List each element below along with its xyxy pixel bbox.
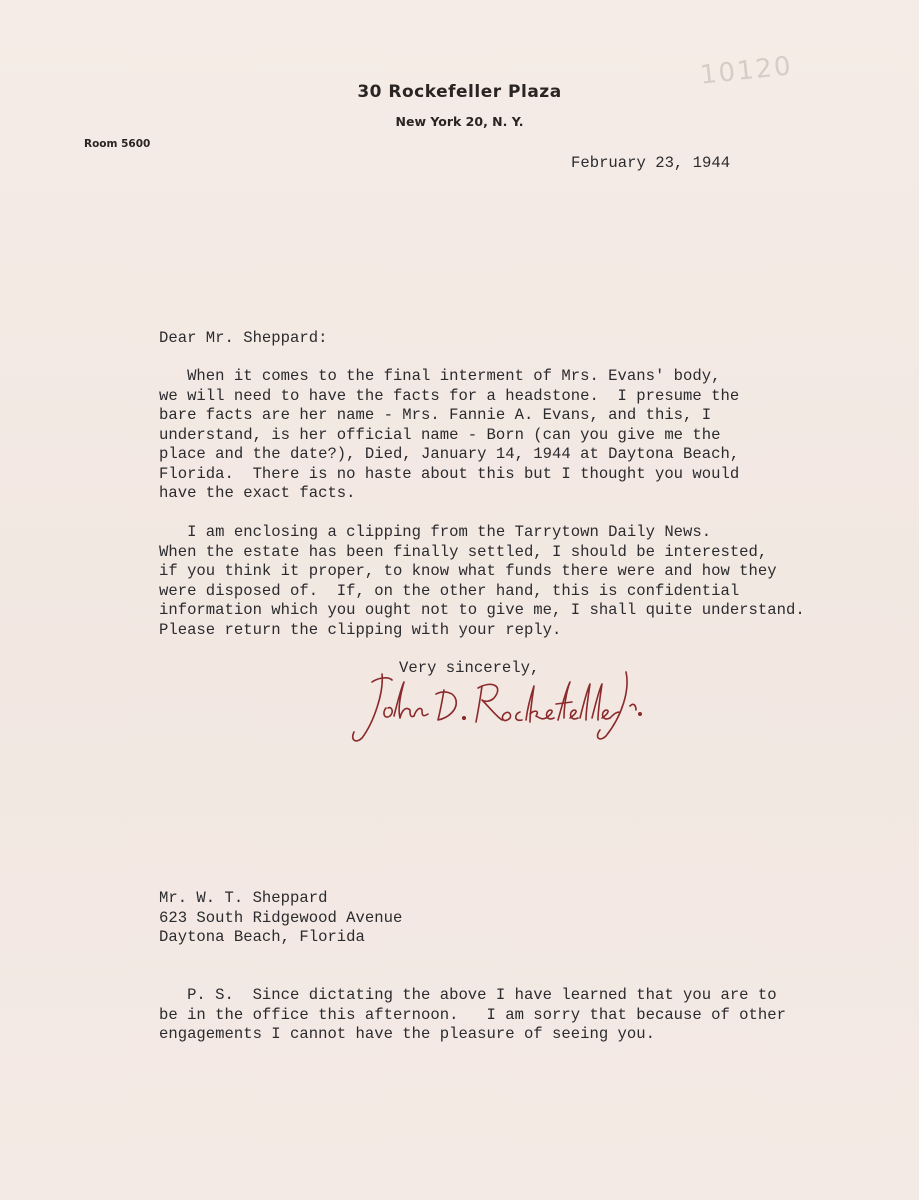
signature	[344, 652, 644, 747]
recipient-city: Daytona Beach, Florida	[159, 928, 365, 946]
postscript	[159, 986, 786, 1045]
paragraph-line: bare facts are her name - Mrs. Fannie A. Evans, and this, I	[159, 406, 712, 424]
postscript-line: P. S. Since dictating the above I have learned that you are to	[159, 986, 777, 1004]
paragraph-line: understand, is her official name - Born (can you give me the	[159, 425, 721, 444]
paragraph-line: I am enclosing a clipping from the Tarrytown Daily News.	[159, 523, 712, 541]
postscript-line: engagements I cannot have the pleasure of seeing you.	[159, 1025, 655, 1043]
recipient-name: Mr. W. T. Sheppard	[159, 889, 328, 907]
room-number: Room 5600	[84, 138, 151, 150]
body-paragraph-2	[159, 523, 805, 640]
letterhead-city: New York 20, N. Y.	[395, 114, 524, 129]
paragraph-line: if you think it proper, to know what funds there were and how they	[159, 562, 777, 580]
letterhead-address: 30 Rockefeller Plaza	[357, 82, 562, 102]
paragraph-line: were disposed of. If, on the other hand, this is confidential	[159, 581, 740, 600]
recipient-address	[159, 889, 402, 948]
postscript-line: be in the office this afternoon. I am sorry that because of other	[159, 1005, 786, 1024]
paragraph-line: Please return the clipping with your reply.	[159, 620, 562, 639]
paragraph-line: have the exact facts.	[159, 484, 356, 502]
paragraph-line: Florida. There is no haste about this but I thought you would	[159, 464, 740, 483]
paragraph-line: information which you ought not to give me, I shall quite understand.	[159, 601, 805, 619]
letter-date: February 23, 1944	[571, 154, 731, 172]
paragraph-line: When the estate has been finally settled, I should be interested,	[159, 542, 768, 561]
closing: Very sincerely,	[399, 659, 540, 677]
paragraph-line: When it comes to the final interment of Mrs. Evans' body,	[159, 367, 721, 385]
recipient-street: 623 South Ridgewood Avenue	[159, 908, 403, 927]
body-paragraph-1	[159, 367, 739, 504]
paragraph-line: we will need to have the facts for a headstone. I presume the	[159, 386, 740, 405]
pencil-annotation: 10120	[698, 51, 795, 91]
salutation: Dear Mr. Sheppard:	[159, 329, 328, 347]
paragraph-line: place and the date?), Died, January 14, 1944 at Daytona Beach,	[159, 445, 740, 463]
